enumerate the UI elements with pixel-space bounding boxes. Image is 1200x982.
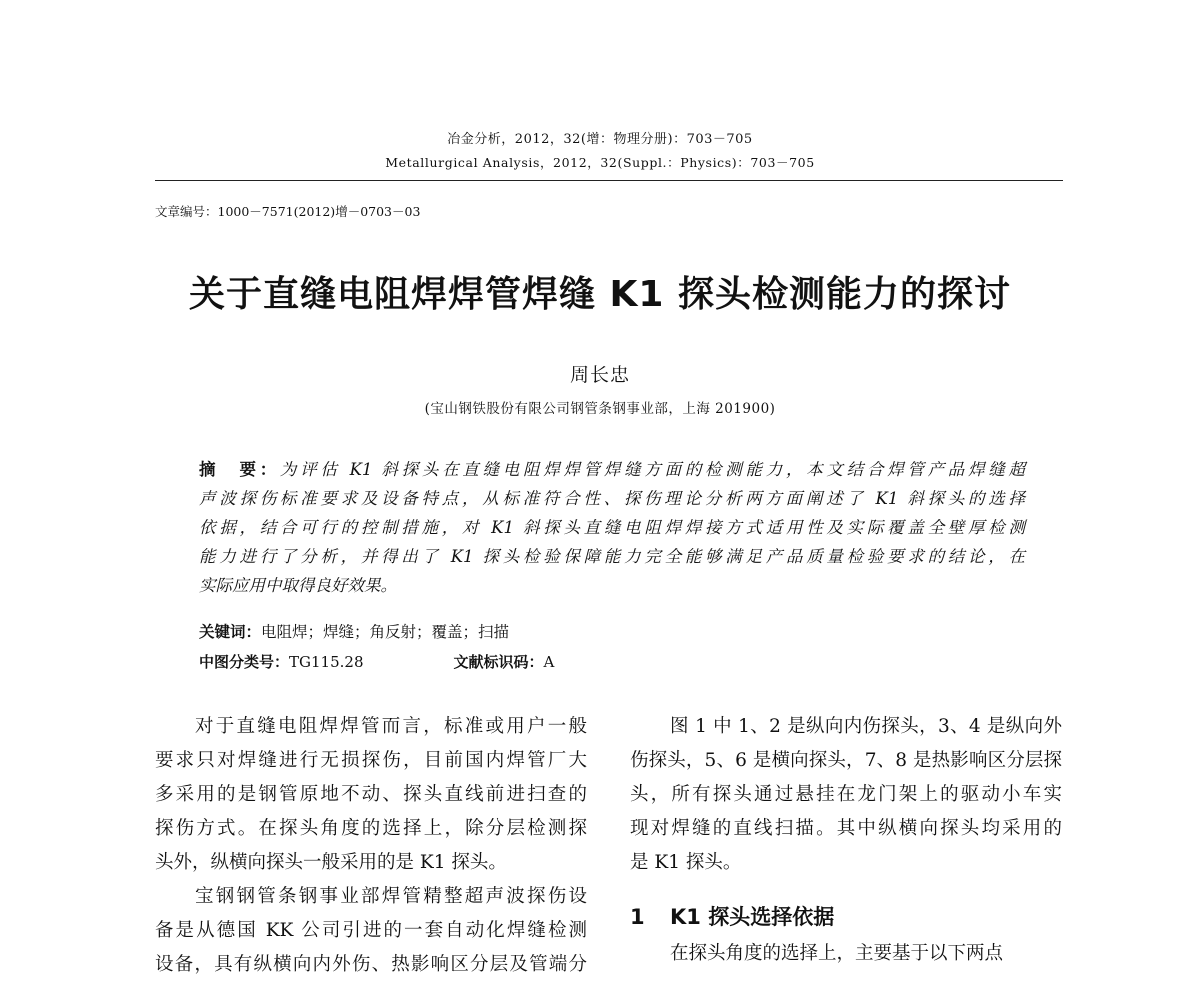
body-line: 是 K1 探头。 <box>630 852 742 873</box>
journal-citation-cn: 冶金分析，2012，32(增：物理分册)：703－705 <box>447 132 753 147</box>
abstract-line: 摘 要：为评估 K1 斜探头在直缝电阻焊焊管焊缝方面的检测能力，本文结合焊管产品焊缝超 <box>199 460 1025 479</box>
paper-title: 关于直缝电阻焊焊管焊缝 K1 探头检测能力的探讨 <box>188 274 1011 315</box>
section-number: 1 <box>630 905 645 929</box>
author-name: 周长忠 <box>569 364 630 386</box>
abstract-line: 声波探伤标准要求及设备特点，从标准符合性、探伤理论分析两方面阐述了 K1 斜探头的选择 <box>199 489 1025 508</box>
abstract-line: 能力进行了分析，并得出了 K1 探头检验保障能力完全能够满足产品质量检验要求的结论，在 <box>199 547 1025 566</box>
doc-code-label: 文献标识码： <box>453 653 544 671</box>
abstract <box>199 455 1025 600</box>
body-column-right <box>630 710 1062 971</box>
body-line: 对于直缝电阻焊焊管而言，标准或用户一般 <box>195 716 587 737</box>
journal-citation-en: Metallurgical Analysis，2012，32(Suppl.：Physics)：703－705 <box>385 155 815 170</box>
body-line: 现对焊缝的直线扫描。其中纵横向探头均采用的 <box>630 818 1062 839</box>
doc-code-value: A <box>543 653 555 671</box>
body-line: 宝钢钢管条钢事业部焊管精整超声波探伤设 <box>195 886 587 907</box>
abstract-line: 实际应用中取得良好效果。 <box>199 576 397 595</box>
header-rule <box>155 180 1063 181</box>
body-line: 设备，具有纵横向内外伤、热影响区分层及管端分 <box>155 954 587 975</box>
body-line: 伤探头，5、6 是横向探头，7、8 是热影响区分层探 <box>630 750 1062 771</box>
author-affiliation: (宝山钢铁股份有限公司钢管条钢事业部，上海 201900) <box>424 401 776 417</box>
body-line: 探伤方式。在探头角度的选择上，除分层检测探 <box>155 818 587 839</box>
body-line: 头外，纵横向探头一般采用的是 K1 探头。 <box>155 852 507 873</box>
abstract-label: 摘 要： <box>199 460 280 479</box>
body-line: 头，所有探头通过悬挂在龙门架上的驱动小车实 <box>630 784 1062 805</box>
keywords-text: 电阻焊；焊缝；角反射；覆盖；扫描 <box>261 623 510 641</box>
abstract-line: 依据，结合可行的控制措施，对 K1 斜探头直缝电阻焊焊接方式适用性及实际覆盖全壁厚检测 <box>199 518 1025 537</box>
body-line: 多采用的是钢管原地不动、探头直线前进扫查的 <box>155 784 587 805</box>
section-title: K1 探头选择依据 <box>670 905 835 929</box>
article-number: 文章编号：1000－7571(2012)增－0703－03 <box>155 204 421 219</box>
clc-label: 中图分类号： <box>199 653 290 671</box>
section-heading <box>630 897 1062 937</box>
body-line: 备是从德国 KK 公司引进的一套自动化焊缝检测 <box>155 920 587 941</box>
keywords <box>199 620 509 642</box>
body-line: 要求只对焊缝进行无损探伤，目前国内焊管厂大 <box>155 750 587 771</box>
keywords-label: 关键词： <box>199 623 262 641</box>
classification-row <box>199 651 554 672</box>
body-line: 图 1 中 1、2 是纵向内伤探头，3、4 是纵向外 <box>670 716 1062 737</box>
clc-value: TG115.28 <box>289 653 364 671</box>
body-line: 在探头角度的选择上，主要基于以下两点 <box>670 943 1004 964</box>
body-column-left <box>155 710 587 982</box>
